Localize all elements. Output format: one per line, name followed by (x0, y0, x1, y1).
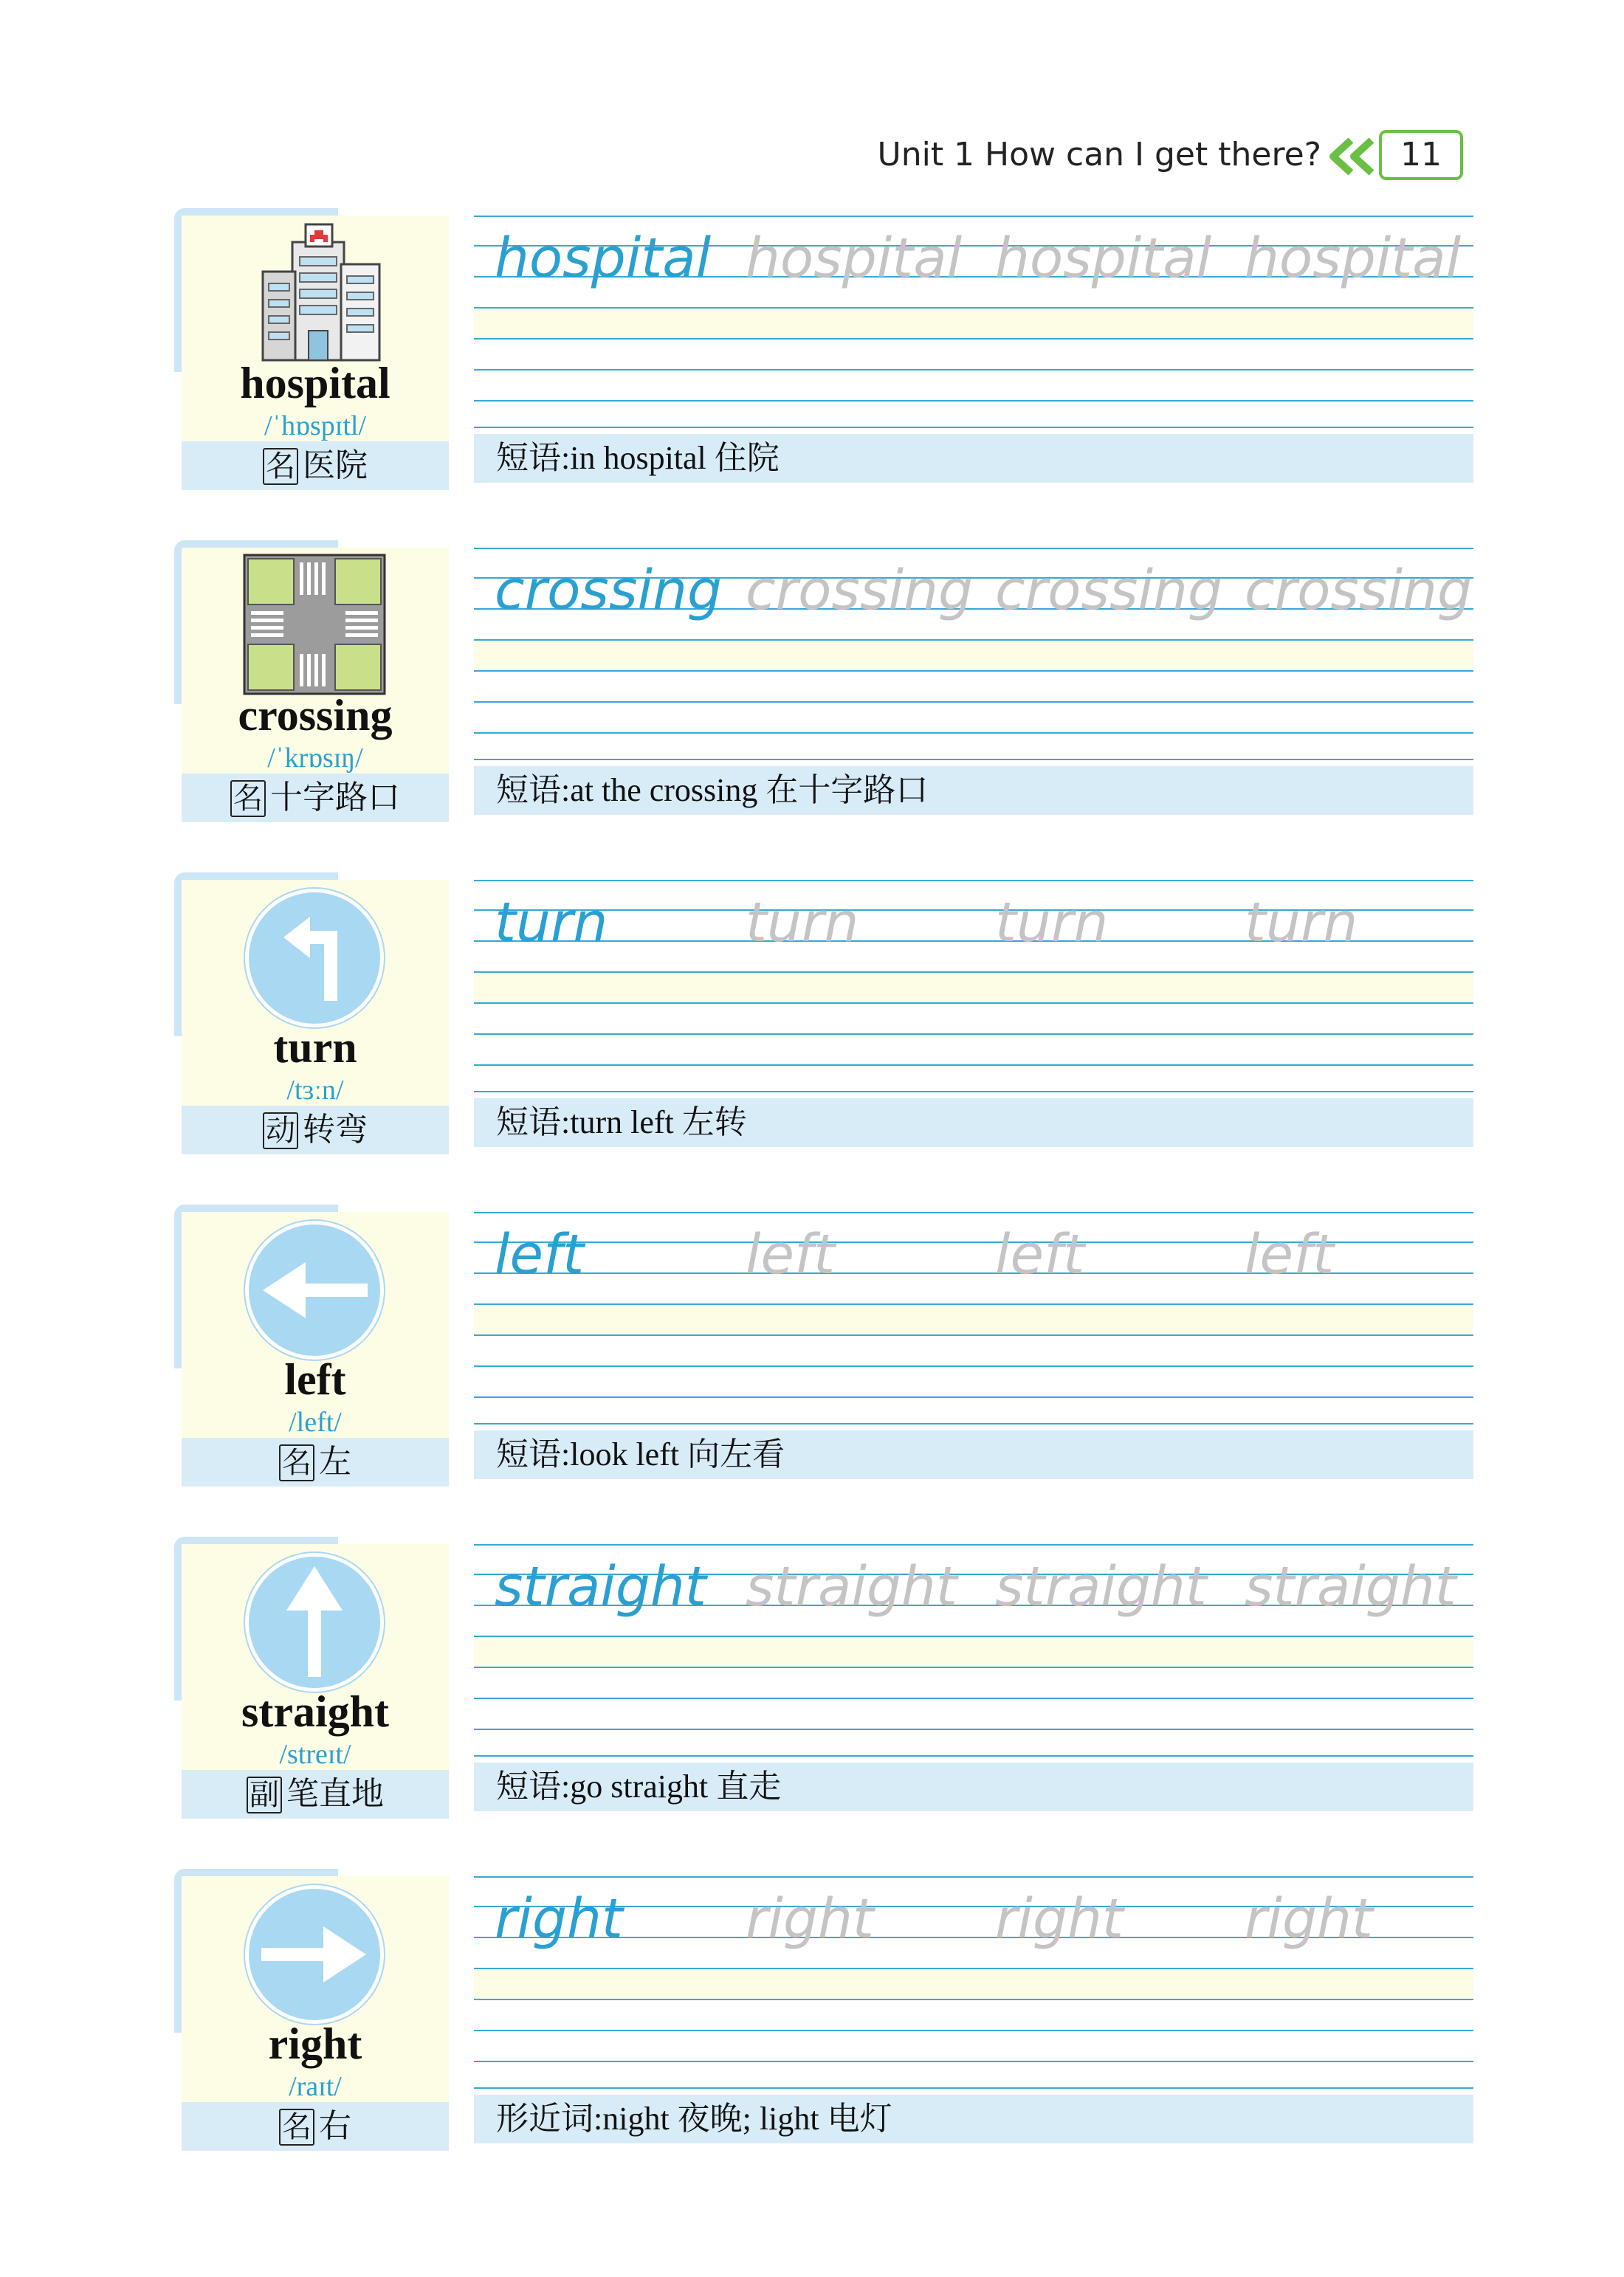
guide-line (474, 1667, 1473, 1668)
phrase-text: go straight 直走 (570, 1768, 782, 1805)
trace-word: straight (746, 1555, 957, 1619)
guide-line (474, 1698, 1473, 1699)
guide-line (474, 1544, 1473, 1546)
guide-line (474, 759, 1473, 760)
handwriting-lines[interactable] (474, 1212, 1473, 1425)
trace-word: turn (1245, 891, 1358, 954)
handwriting-lines[interactable] (474, 1544, 1473, 1757)
guide-line (474, 732, 1473, 734)
model-word: straight (495, 1555, 706, 1619)
page-number: 11 (1379, 130, 1463, 180)
trace-word: turn (995, 891, 1109, 954)
word-label: hospital (240, 359, 390, 407)
guide-line (474, 1999, 1473, 2000)
phrase-row (474, 434, 1473, 483)
phrase-label: 短语: (496, 772, 571, 808)
model-word: hospital (495, 227, 712, 290)
word-card (182, 1544, 449, 1811)
guide-line (474, 216, 1473, 217)
meaning-text: 十字路口 (270, 779, 400, 816)
handwriting-lines[interactable] (474, 548, 1473, 760)
handwriting-lines[interactable] (474, 216, 1473, 428)
trace-word: left (746, 1223, 836, 1286)
trace-word: right (1245, 1887, 1373, 1951)
guide-line (474, 369, 1473, 371)
writing-band (474, 639, 1473, 670)
guide-line (474, 1365, 1473, 1367)
part-of-speech-badge: 名 (279, 2109, 314, 2146)
handwriting-lines[interactable] (474, 880, 1473, 1092)
guide-line (474, 971, 1473, 973)
phonetic-label: /raɪt/ (289, 2071, 342, 2102)
hospital-icon (241, 220, 388, 365)
writing-band (474, 971, 1473, 1002)
meaning-row (182, 1770, 449, 1819)
guide-line (474, 880, 1473, 881)
vocab-entry-straight (0, 1537, 1624, 1876)
guide-line (474, 1396, 1473, 1398)
guide-line (474, 1064, 1473, 1066)
meaning-text: 左 (319, 1444, 351, 1480)
phrase-label: 形近词: (496, 2101, 603, 2137)
phrase-text: look left 向左看 (570, 1436, 785, 1472)
guide-line (474, 1002, 1473, 1004)
word-label: right (268, 2019, 362, 2068)
writing-band (474, 307, 1473, 338)
model-word: turn (495, 891, 608, 954)
phonetic-label: /streɪt/ (279, 1739, 351, 1770)
guide-line (474, 307, 1473, 309)
trace-word: turn (746, 891, 859, 954)
guide-line (474, 639, 1473, 641)
guide-line (474, 2087, 1473, 2089)
meaning-row (182, 1106, 449, 1154)
phrase-text: turn left 左转 (570, 1104, 747, 1140)
guide-line (474, 1303, 1473, 1305)
guide-line (474, 670, 1473, 672)
guide-line (474, 701, 1473, 703)
guide-line (474, 1091, 1473, 1092)
phonetic-label: /ˈhɒspɪtl/ (264, 410, 367, 441)
page-header-title: Unit 1 How can I get there? (877, 136, 1321, 173)
guide-line (474, 1729, 1473, 1730)
vocab-entry-right (0, 1869, 1624, 2208)
word-label: turn (273, 1023, 357, 1072)
word-label: straight (241, 1687, 389, 1736)
part-of-speech-badge: 动 (263, 1112, 298, 1149)
vocab-entry-turn (0, 872, 1624, 1212)
model-word: crossing (495, 559, 722, 622)
word-card (182, 1212, 449, 1479)
writing-band (474, 1968, 1473, 1999)
trace-word: left (995, 1223, 1085, 1286)
word-card (182, 216, 449, 483)
phrase-row (474, 1098, 1473, 1147)
guide-line (474, 548, 1473, 549)
meaning-text: 转弯 (303, 1112, 368, 1148)
vocab-entry-hospital (0, 208, 1624, 548)
phrase-label: 短语: (496, 1768, 571, 1805)
phrase-label: 短语: (496, 440, 571, 476)
model-word: left (495, 1223, 585, 1286)
turn-left-sign-icon (241, 884, 388, 1029)
guide-line (474, 2030, 1473, 2031)
phrase-text: in hospital 住院 (570, 440, 780, 476)
meaning-row (182, 441, 449, 490)
crossing-icon (241, 552, 388, 697)
guide-line (474, 400, 1473, 402)
phrase-row (474, 1763, 1473, 1811)
part-of-speech-badge: 名 (279, 1444, 314, 1481)
trace-word: hospital (1245, 227, 1462, 290)
phrase-label: 短语: (496, 1104, 571, 1140)
handwriting-lines[interactable] (474, 1876, 1473, 2089)
straight-arrow-sign-icon (241, 1549, 388, 1693)
word-label: crossing (238, 691, 393, 740)
word-card (182, 880, 449, 1147)
trace-word: crossing (746, 559, 973, 622)
phrase-label: 短语: (496, 1436, 571, 1472)
part-of-speech-badge: 名 (230, 780, 266, 817)
meaning-row (182, 774, 449, 822)
part-of-speech-badge: 名 (263, 448, 298, 485)
phonetic-label: /left/ (289, 1407, 342, 1438)
writing-band (474, 1303, 1473, 1334)
meaning-row (182, 2102, 449, 2151)
right-arrow-sign-icon (241, 1881, 388, 2025)
vocab-entry-crossing (0, 540, 1624, 880)
phrase-row (474, 766, 1473, 815)
part-of-speech-badge: 副 (247, 1777, 282, 1813)
meaning-text: 右 (319, 2108, 351, 2144)
word-card (182, 548, 449, 815)
trace-word: crossing (995, 559, 1222, 622)
phonetic-label: /ˈkrɒsɪŋ/ (267, 743, 363, 774)
phrase-text: night 夜晚; light 电灯 (602, 2101, 892, 2137)
guide-line (474, 1212, 1473, 1213)
guide-line (474, 1636, 1473, 1637)
guide-line (474, 1968, 1473, 1969)
model-word: right (495, 1887, 623, 1951)
guide-line (474, 2061, 1473, 2062)
trace-word: hospital (746, 227, 963, 290)
phrase-row (474, 2095, 1473, 2143)
double-chevron-left-icon (1326, 136, 1385, 177)
vocab-entry-left (0, 1205, 1624, 1544)
word-card (182, 1876, 449, 2143)
trace-word: right (746, 1887, 874, 1951)
meaning-row (182, 1438, 449, 1487)
trace-word: left (1245, 1223, 1335, 1286)
guide-line (474, 427, 1473, 428)
guide-line (474, 1755, 1473, 1757)
trace-word: right (995, 1887, 1124, 1951)
trace-word: straight (995, 1555, 1207, 1619)
word-label: left (284, 1355, 346, 1404)
writing-band (474, 1636, 1473, 1667)
phrase-text: at the crossing 在十字路口 (570, 772, 929, 808)
phrase-row (474, 1430, 1473, 1479)
guide-line (474, 1033, 1473, 1035)
meaning-text: 笔直地 (286, 1776, 384, 1812)
phonetic-label: /tɜːn/ (286, 1075, 344, 1106)
left-arrow-sign-icon (241, 1216, 388, 1361)
guide-line (474, 338, 1473, 340)
trace-word: straight (1245, 1555, 1456, 1619)
guide-line (474, 1334, 1473, 1336)
meaning-text: 医院 (303, 447, 368, 483)
guide-line (474, 1423, 1473, 1425)
trace-word: crossing (1245, 559, 1472, 622)
guide-line (474, 1876, 1473, 1878)
trace-word: hospital (995, 227, 1212, 290)
